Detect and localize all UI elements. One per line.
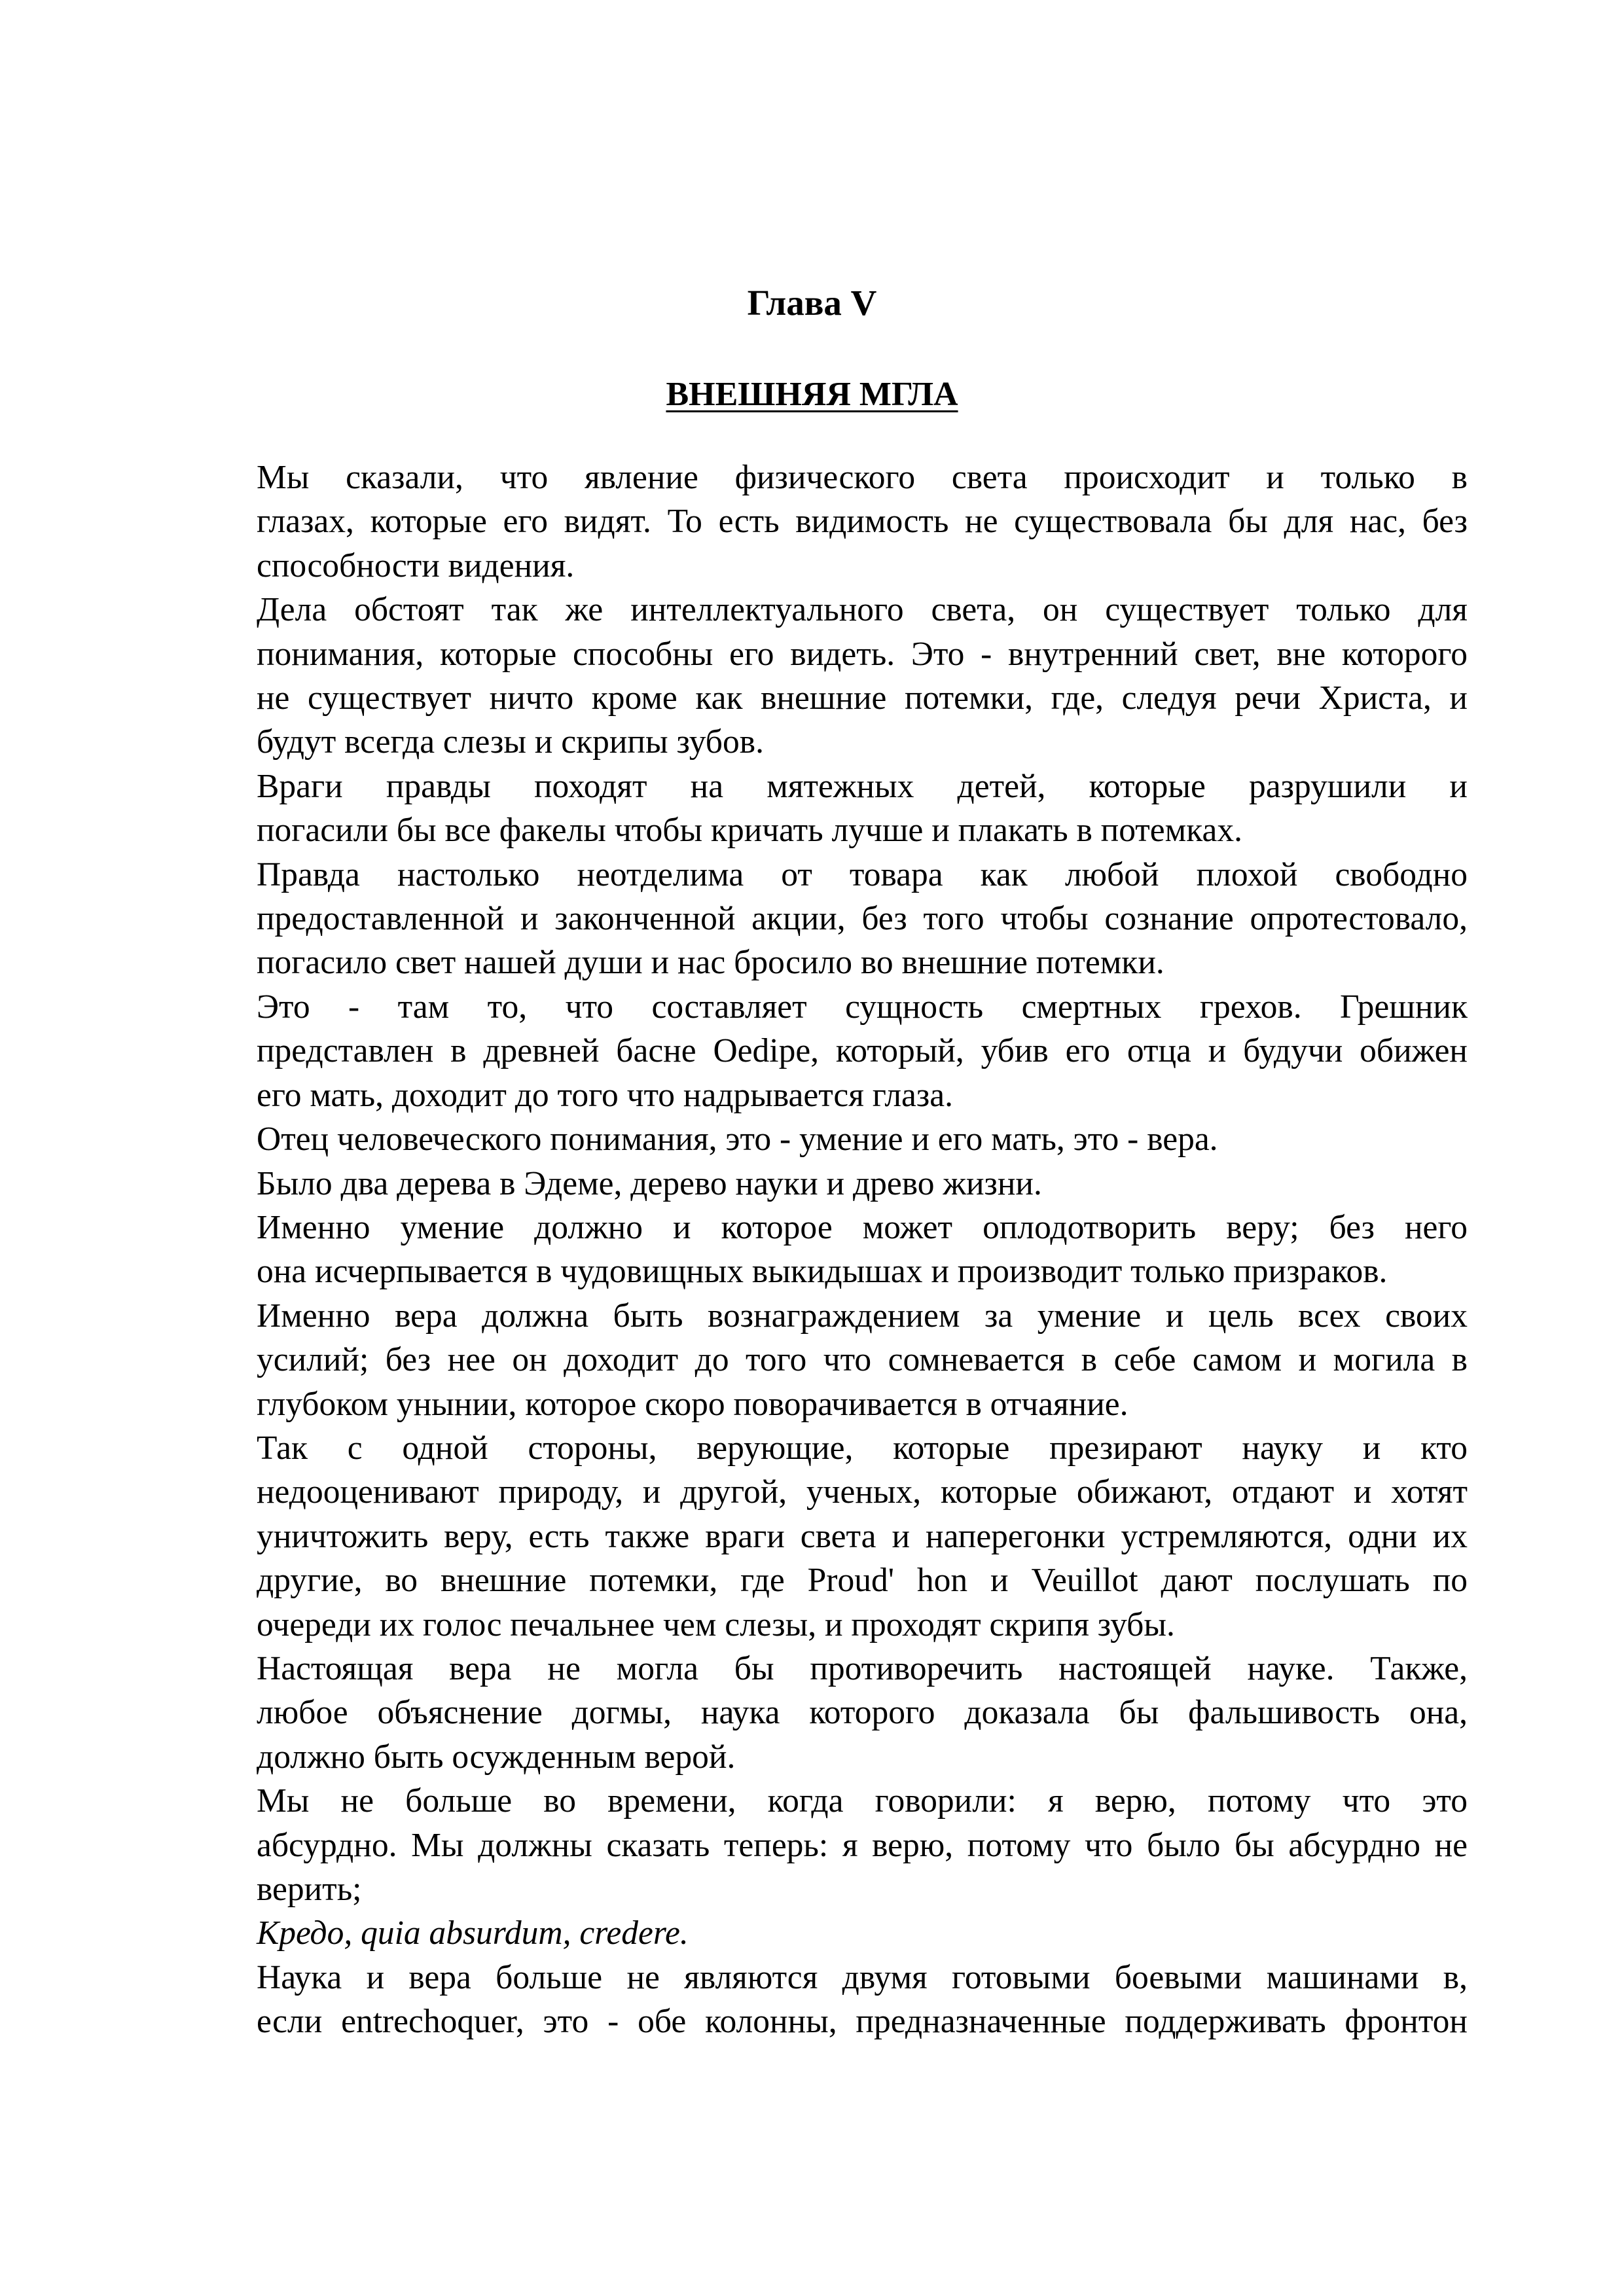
text-line: не существует ничто кроме как внешние потемки, где, следуя речи Христа, и [257, 679, 1468, 717]
paragraph [158, 1911, 1468, 1955]
paragraph [158, 1117, 1468, 1161]
text-line: усилий; без нее он доходит до того что сомневается в себе самом и могила в [257, 1341, 1468, 1379]
text-line: Правда настолько неотделима от товара как любой плохой свободно [257, 855, 1468, 893]
text-line: Кредо, quia absurdum, credere. [257, 1914, 689, 1952]
text-line: недооценивают природу, и другой, ученых, которые обижают, отдают и хотят [257, 1473, 1468, 1511]
paragraph [158, 1294, 1468, 1426]
text-line: любое объяснение догмы, наука которого доказала бы фальшивость она, [257, 1694, 1468, 1732]
text-line: должно быть осужденным верой. [257, 1738, 736, 1776]
text-line: Так с одной стороны, верующие, которые презирают науку и кто [257, 1429, 1468, 1467]
text-line: она исчерпывается в чудовищных выкидышах и производит только призраков. [257, 1253, 1388, 1291]
text-line: другие, во внешние потемки, где Proud' hon и Veuillot дают послушать по [257, 1562, 1468, 1600]
paragraph [158, 985, 1468, 1117]
paragraph [158, 1206, 1468, 1294]
text-line: очереди их голос печальнее чем слезы, и проходят скрипя зубы. [257, 1605, 1175, 1643]
text-line: Враги правды походят на мятежных детей, которые разрушили и [257, 767, 1468, 805]
text-line: уничтожить веру, есть также враги света и наперегонки устремляются, одни их [257, 1517, 1468, 1555]
body-text [158, 456, 1468, 2044]
text-line: Мы сказали, что явление физического света происходит и только в [257, 459, 1468, 496]
text-line: будут всегда слезы и скрипы зубов. [257, 723, 764, 761]
text-line: способности видения. [257, 547, 575, 584]
paragraph [158, 1779, 1468, 1911]
text-line: погасили бы все факелы чтобы кричать лучше и плакать в потемках. [257, 812, 1242, 850]
text-line: Настоящая вера не могла бы противоречить настоящей науке. Также, [257, 1649, 1468, 1687]
text-line: предоставленной и законченной акции, без того чтобы сознание опротестовало, [257, 900, 1468, 938]
section-title: ВНЕШНЯЯ МГЛА [666, 376, 958, 413]
text-line: Мы не больше во времени, когда говорили: я верю, потому что это [257, 1782, 1468, 1820]
text-line: глазах, которые его видят. То есть видимость не существовала бы для нас, без [257, 503, 1468, 541]
text-line: Именно умение должно и которое может оплодотворить веру; без него [257, 1208, 1468, 1246]
paragraph [158, 588, 1468, 764]
paragraph [158, 1647, 1468, 1779]
text-line: Было два дерева в Эдеме, дерево науки и древо жизни. [257, 1164, 1042, 1202]
text-line: представлен в древней басне Oedipe, который, убив его отца и будучи обижен [257, 1032, 1468, 1070]
text-line: Это - там то, что составляет сущность смертных грехов. Грешник [257, 988, 1468, 1026]
paragraph [158, 456, 1468, 588]
text-line: погасило свет нашей души и нас бросило во внешние потемки. [257, 944, 1164, 982]
text-line: Именно вера должна быть вознаграждением за умение и цель всех своих [257, 1297, 1468, 1335]
paragraph [158, 853, 1468, 985]
text-line: Наука и вера больше не являются двумя готовыми боевыми машинами в, [257, 1958, 1468, 1996]
text-line: Дела обстоят так же интеллектуального света, он существует только для [257, 591, 1468, 629]
text-line: абсурдно. Мы должны сказать теперь: я верю, потому что было бы абсурдно не [257, 1826, 1468, 1864]
paragraph [158, 1956, 1468, 2044]
text-line: верить; [257, 1871, 362, 1908]
text-line: если entrechoquer, это - обе колонны, предназначенные поддерживать фронтон [257, 2003, 1468, 2041]
chapter-title: Глава V [747, 283, 877, 323]
text-line: его мать, доходит до того что надрывается глаза. [257, 1076, 953, 1114]
text-line: понимания, которые способны его видеть. Это - внутренний свет, вне которого [257, 635, 1468, 673]
text-line: глубоком унынии, которое скоро поворачивается в отчаяние. [257, 1385, 1128, 1423]
paragraph [158, 764, 1468, 853]
text-line: Отец человеческого понимания, это - умение и его мать, это - вера. [257, 1121, 1218, 1158]
paragraph [158, 1162, 1468, 1206]
paragraph [158, 1426, 1468, 1647]
